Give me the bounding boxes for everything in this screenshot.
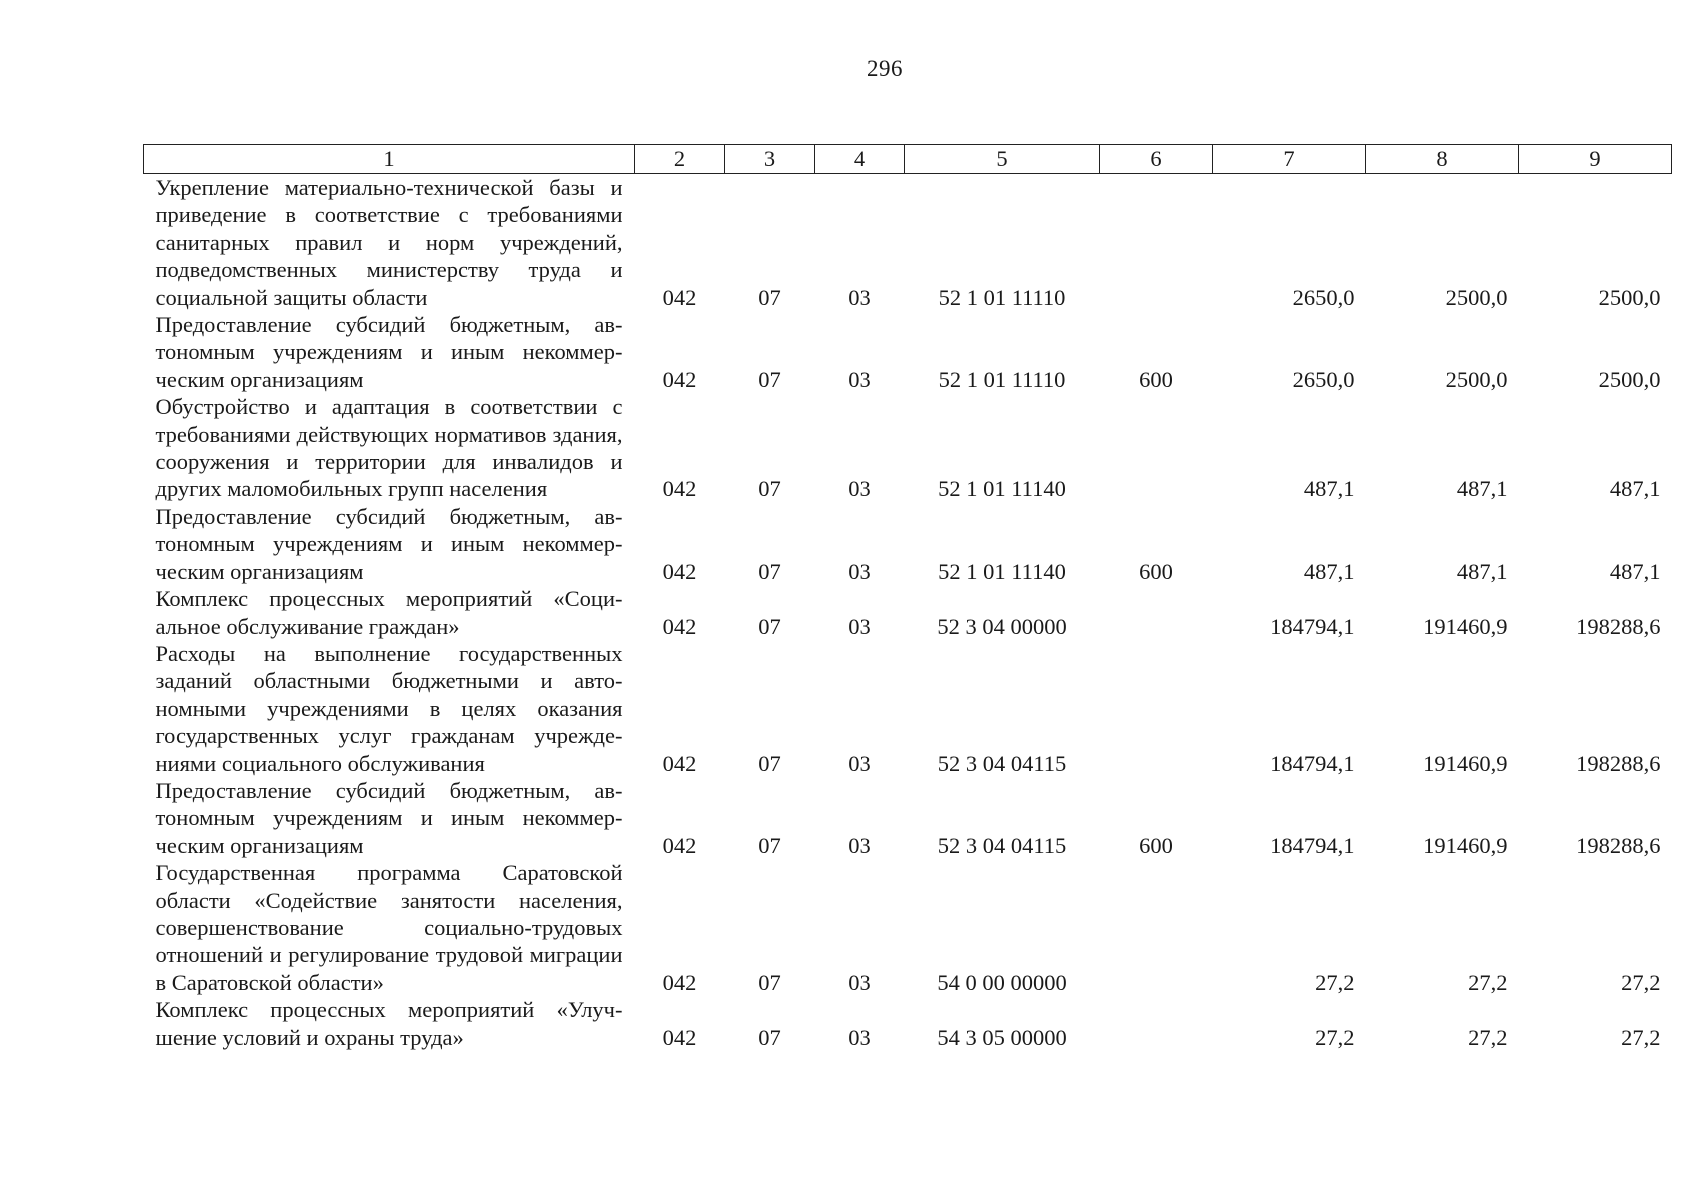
table-row [144, 311, 1672, 393]
amount-col9: 2500,0 [1598, 284, 1661, 310]
amount-col9: 198288,6 [1576, 750, 1661, 776]
subsection-code: 03 [848, 1024, 871, 1050]
target-article: 52 3 04 04115 [937, 832, 1067, 858]
target-article: 52 1 01 11140 [938, 476, 1066, 502]
amount-col8: 487,1 [1456, 558, 1508, 584]
section-code: 07 [758, 1024, 781, 1050]
amount-col7: 184794,1 [1270, 750, 1355, 776]
expense-type: 600 [1139, 832, 1173, 858]
table-row [144, 585, 1672, 640]
column-header: 2 [635, 145, 725, 174]
amount-col8: 27,2 [1468, 1024, 1508, 1050]
amount-col7: 27,2 [1315, 1024, 1355, 1050]
amount-col7: 27,2 [1315, 969, 1355, 995]
target-article: 52 1 01 11110 [938, 366, 1066, 392]
amount-col7: 184794,1 [1270, 832, 1355, 858]
row-name: Государственная программа Саратовской области «Содействие занятости населения, совершенствование социально-трудовых отношений и регулирование трудовой миграции в Саратовской области» [155, 860, 623, 995]
subsection-code: 03 [848, 613, 871, 639]
subsection-code: 03 [848, 832, 871, 858]
ministry-code: 042 [662, 613, 697, 639]
column-header: 8 [1366, 145, 1519, 174]
amount-col7: 487,1 [1303, 476, 1355, 502]
section-code: 07 [758, 366, 781, 392]
amount-col7: 2650,0 [1292, 366, 1355, 392]
subsection-code: 03 [848, 969, 871, 995]
header-row [144, 145, 1672, 174]
table-header [144, 145, 1672, 174]
amount-col9: 198288,6 [1576, 613, 1661, 639]
amount-col8: 191460,9 [1423, 750, 1508, 776]
amount-col8: 191460,9 [1423, 613, 1508, 639]
amount-col9: 27,2 [1621, 969, 1661, 995]
section-code: 07 [758, 476, 781, 502]
expense-type [1100, 640, 1213, 777]
amount-col8: 2500,0 [1445, 366, 1508, 392]
subsection-code: 03 [848, 284, 871, 310]
amount-col8: 191460,9 [1423, 832, 1508, 858]
section-code: 07 [758, 750, 781, 776]
section-code: 07 [758, 613, 781, 639]
table-row [144, 640, 1672, 777]
amount-col8: 487,1 [1456, 476, 1508, 502]
column-header: 1 [144, 145, 635, 174]
column-header: 4 [815, 145, 905, 174]
table-row [144, 393, 1672, 503]
column-header: 5 [905, 145, 1100, 174]
target-article: 52 3 04 00000 [937, 613, 1067, 639]
column-header: 9 [1519, 145, 1672, 174]
table-row [144, 174, 1672, 312]
amount-col7: 184794,1 [1270, 613, 1355, 639]
table-row [144, 859, 1672, 996]
amount-col8: 27,2 [1468, 969, 1508, 995]
table-row [144, 996, 1672, 1051]
amount-col9: 487,1 [1609, 558, 1661, 584]
subsection-code: 03 [848, 366, 871, 392]
target-article: 52 3 04 04115 [937, 750, 1067, 776]
budget-table [143, 144, 1672, 1051]
section-code: 07 [758, 969, 781, 995]
table-row [144, 503, 1672, 585]
column-header: 6 [1100, 145, 1213, 174]
ministry-code: 042 [662, 750, 697, 776]
ministry-code: 042 [662, 476, 697, 502]
ministry-code: 042 [662, 366, 697, 392]
amount-col8: 2500,0 [1445, 284, 1508, 310]
ministry-code: 042 [662, 284, 697, 310]
row-name: Предоставление субсидий бюджетным, автономным учреждениям и иным некоммерческим организациям [155, 777, 623, 858]
expense-type: 600 [1139, 558, 1173, 584]
amount-col7: 2650,0 [1292, 284, 1355, 310]
row-name: Комплекс процессных мероприятий «Улучшение условий и охраны труда» [155, 997, 623, 1050]
subsection-code: 03 [848, 558, 871, 584]
expense-type: 600 [1139, 366, 1173, 392]
amount-col7: 487,1 [1303, 558, 1355, 584]
target-article: 52 1 01 11110 [938, 284, 1066, 310]
section-code: 07 [758, 832, 781, 858]
expense-type [1100, 174, 1213, 312]
amount-col9: 198288,6 [1576, 832, 1661, 858]
amount-col9: 2500,0 [1598, 366, 1661, 392]
row-name: Предоставление субсидий бюджетным, автономным учреждениям и иным некоммерческим организациям [155, 312, 623, 392]
target-article: 54 0 00 00000 [937, 969, 1067, 995]
column-header: 7 [1213, 145, 1366, 174]
subsection-code: 03 [848, 750, 871, 776]
row-name: Расходы на выполнение государственных заданий областными бюджетными и автономными учреждениями в целях оказания государственных услуг гражданам учреждениями социального обслуживания [155, 640, 623, 776]
column-header: 3 [725, 145, 815, 174]
ministry-code: 042 [662, 558, 697, 584]
amount-col9: 487,1 [1609, 476, 1661, 502]
table-row [144, 777, 1672, 859]
target-article: 54 3 05 00000 [937, 1024, 1067, 1050]
expense-type [1100, 859, 1213, 996]
expense-type [1100, 393, 1213, 503]
expense-type [1100, 585, 1213, 640]
target-article: 52 1 01 11140 [938, 558, 1066, 584]
expense-type [1100, 996, 1213, 1051]
ministry-code: 042 [662, 969, 697, 995]
row-name: Обустройство и адаптация в соответствии с требованиями действующих нормативов здания, сооружения и территории для инвалидов и других маломобильных групп населения [155, 394, 623, 502]
page-number: 296 [867, 56, 903, 81]
section-code: 07 [758, 558, 781, 584]
section-code: 07 [758, 284, 781, 310]
row-name: Предоставление субсидий бюджетным, автономным учреждениям и иным некоммерческим организациям [155, 503, 623, 584]
amount-col9: 27,2 [1621, 1024, 1661, 1050]
row-name: Комплекс процессных мероприятий «Социальное обслуживание граждан» [155, 586, 623, 639]
row-name: Укрепление материально-технической базы и приведение в соответствие с требованиями санитарных правил и норм учреждений, подведомственных министерству труда и социальной защиты области [155, 175, 623, 310]
subsection-code: 03 [848, 476, 871, 502]
ministry-code: 042 [662, 1024, 697, 1050]
ministry-code: 042 [662, 832, 697, 858]
